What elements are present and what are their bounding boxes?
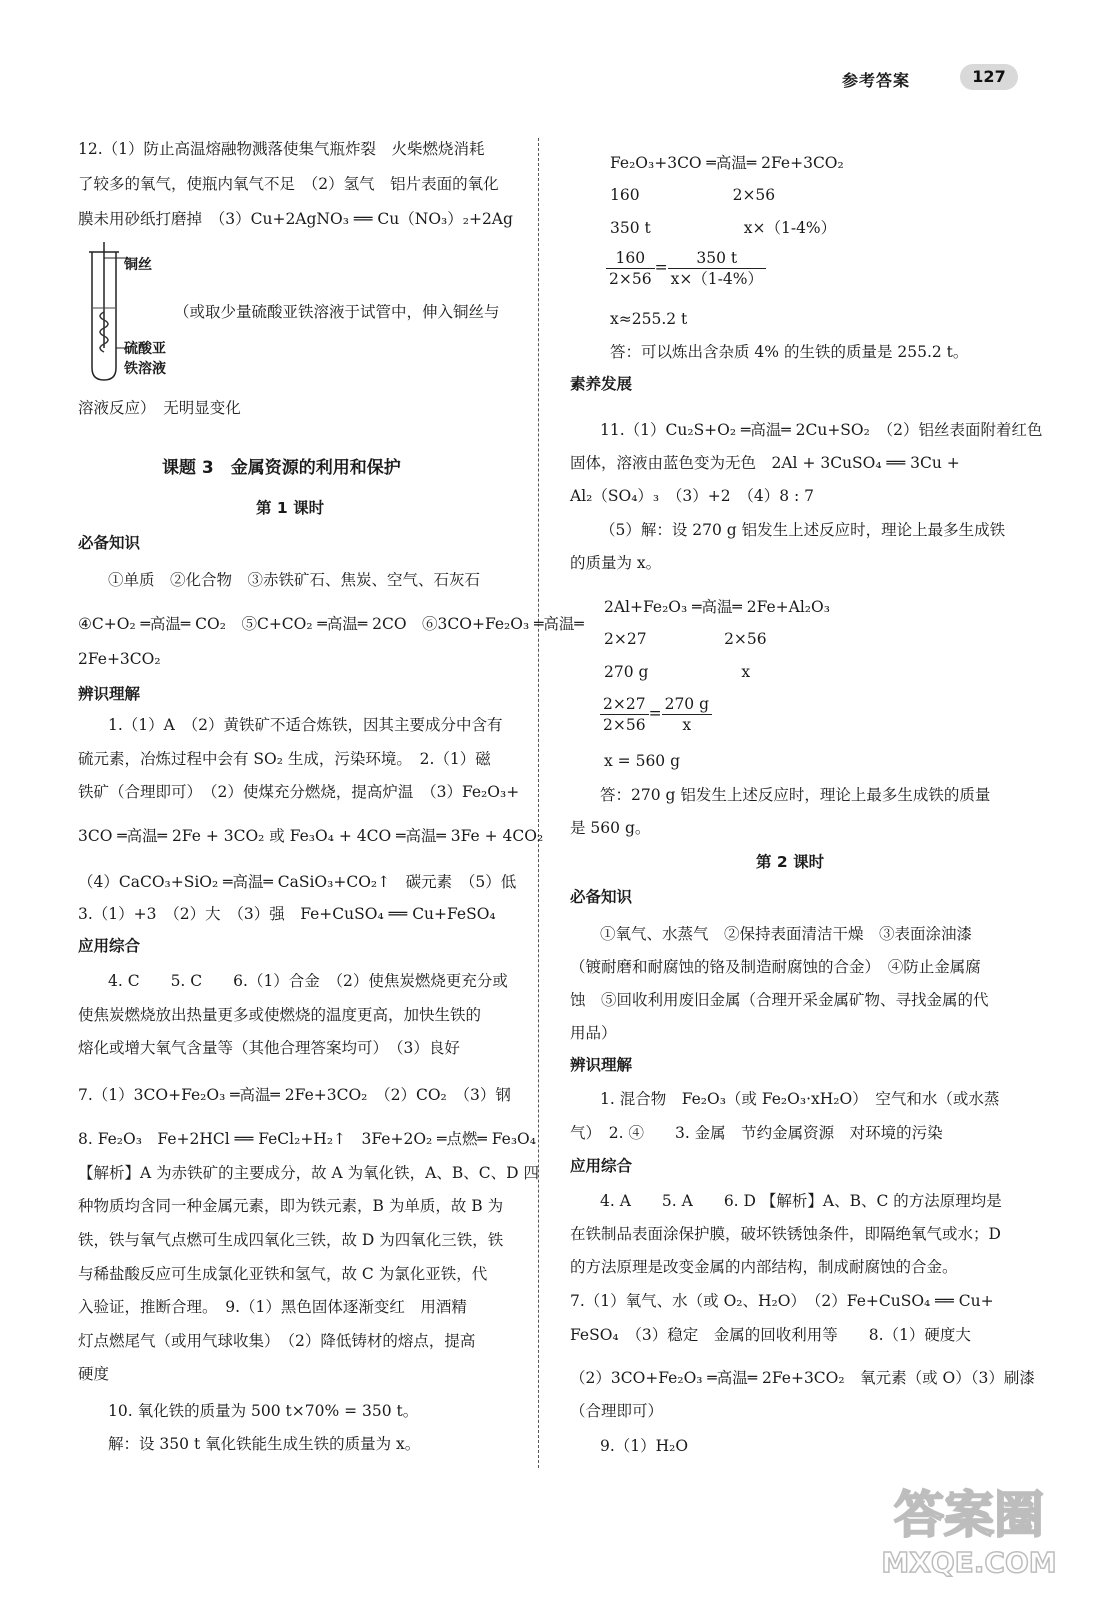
diagram-label-solution-2: 铁溶液 bbox=[124, 361, 166, 377]
period-2-heading: 第 2 课时 bbox=[756, 853, 825, 871]
bianshi2-line: 气） 2. ④ 3. 金属 节约金属资源 对环境的污染 bbox=[570, 1124, 943, 1142]
suyang-line: 的质量为 x。 bbox=[570, 554, 662, 572]
fraction-numerator: 270 g bbox=[662, 694, 712, 715]
yingyong2-line: FeSO₄ （3）稳定 金属的回收利用等 8.（1）硬度大 bbox=[570, 1326, 971, 1344]
watermark-logo bbox=[869, 1472, 1069, 1582]
bibei-line: ④C+O₂ ═高温═ CO₂ ⑤C+CO₂ ═高温═ 2CO ⑥3CO+Fe₂O₃ ═高温═ bbox=[78, 615, 584, 633]
lesson-title: 课题 3 金属资源的利用和保护 bbox=[162, 458, 401, 478]
calc2-line: 2×27 2×56 bbox=[604, 630, 767, 648]
fraction-denominator: x×（1-4%） bbox=[670, 270, 763, 288]
yingyong-line: 10. 氧化铁的质量为 500 t×70% = 350 t。 bbox=[108, 1402, 419, 1420]
q12-line: 了较多的氧气，使瓶内氧气不足 （2）氢气 铝片表面的氧化 bbox=[78, 175, 499, 193]
yingyong2-line: 9.（1）H₂O bbox=[600, 1437, 689, 1455]
svg-text:答案圈: 答案圈 bbox=[894, 1486, 1044, 1544]
q12-note-end: 溶液反应） 无明显变化 bbox=[78, 399, 241, 417]
calc1-line: 350 t x×（1-4%） bbox=[610, 219, 837, 237]
yingyong-line: 熔化或增大氧气含量等（其他合理答案均可） （3）良好 bbox=[78, 1039, 460, 1057]
yingyong2-line: 4. A 5. A 6. D 【解析】A、B、C 的方法原理均是 bbox=[600, 1192, 1002, 1210]
bianshi-line: 1.（1）A （2）黄铁矿不适合炼铁，因其主要成分中含有 bbox=[108, 716, 503, 734]
header-label: 参考答案 bbox=[842, 71, 911, 90]
q12-line: 膜未用砂纸打磨掉 （3）Cu+2AgNO₃ ══ Cu（NO₃）₂+2Ag bbox=[78, 210, 513, 228]
bibei2-line: 用品） bbox=[570, 1024, 617, 1042]
diagram-label-copper-wire: 铜丝 bbox=[124, 257, 152, 273]
calc1-proportion: $\frac{160}{2\times 56}$ = $\frac{350 t}{x\times(1-4\%)}$ bbox=[606, 248, 766, 289]
suyang-line: 11.（1）Cu₂S+O₂ ═高温═ 2Cu+SO₂ （2）铝丝表面附着红色 bbox=[600, 421, 1043, 439]
bibei2-line: 蚀 ⑤回收利用废旧金属（合理开采金属矿物、寻找金属的代 bbox=[570, 991, 989, 1009]
yingyong-line: 与稀盐酸反应可生成氯化亚铁和氢气，故 C 为氯化亚铁，代 bbox=[78, 1265, 488, 1283]
yingyong2-line: 在铁制品表面涂保护膜，破坏铁锈蚀条件，即隔绝氧气或水；D bbox=[570, 1225, 1001, 1243]
column-divider bbox=[538, 138, 539, 1468]
fraction-numerator: 2×27 bbox=[600, 694, 649, 715]
bianshi-line: 硫元素，冶炼过程中会有 SO₂ 生成，污染环境。 2.（1）磁 bbox=[78, 750, 491, 768]
bibei2-line: ①氧气、水蒸气 ②保持表面清洁干燥 ③表面涂油漆 bbox=[600, 925, 973, 943]
calc1-answer: 答：可以炼出含杂质 4% 的生铁的质量是 255.2 t。 bbox=[610, 343, 969, 361]
suyang-line: 固体，溶液由蓝色变为无色 2Al + 3CuSO₄ ══ 3Cu + bbox=[570, 454, 960, 472]
section-yingyong: 应用综合 bbox=[78, 937, 141, 955]
yingyong-line: 8. Fe₂O₃ Fe+2HCl ══ FeCl₂+H₂↑ 3Fe+2O₂ ═点燃═ Fe₃O₄ bbox=[78, 1130, 536, 1148]
calc2-answer: 是 560 g。 bbox=[570, 819, 651, 837]
bianshi-line: （4）CaCO₃+SiO₂ ═高温═ CaSiO₃+CO₂↑ 碳元素 （5）低 bbox=[78, 873, 517, 891]
yingyong2-line: （2）3CO+Fe₂O₃ ═高温═ 2Fe+3CO₂ 氧元素（或 O）（3）刷漆 bbox=[570, 1369, 1035, 1387]
yingyong-line: 灯点燃尾气（或用气球收集） （2）降低铸材的熔点，提高 bbox=[78, 1332, 476, 1350]
calc2-proportion: $\frac{2\times 27}{2\times 56}$ = $\frac{270 g}{x}$ bbox=[600, 694, 712, 735]
q12-note: （或取少量硫酸亚铁溶液于试管中，伸入铜丝与 bbox=[174, 303, 500, 321]
calc1-result: x≈255.2 t bbox=[610, 310, 688, 328]
calc2-line: 270 g x bbox=[604, 663, 751, 681]
yingyong-line: 解：设 350 t 氧化铁能生成生铁的质量为 x。 bbox=[108, 1435, 421, 1453]
calc1-line: 160 2×56 bbox=[610, 186, 776, 204]
suyang-line: Al₂（SO₄）₃ （3）+2 （4）8 : 7 bbox=[570, 487, 814, 505]
calc1-line: Fe₂O₃+3CO ═高温═ 2Fe+3CO₂ bbox=[610, 154, 844, 172]
bianshi-line: 3.（1）+3 （2）大 （3）强 Fe+CuSO₄ ══ Cu+FeSO₄ bbox=[78, 905, 496, 923]
calc2-result: x = 560 g bbox=[604, 752, 681, 770]
suyang-line: （5）解：设 270 g 铝发生上述反应时，理论上最多生成铁 bbox=[600, 521, 1006, 539]
calc2-line: 2Al+Fe₂O₃ ═高温═ 2Fe+Al₂O₃ bbox=[604, 598, 830, 616]
bibei-line: 2Fe+3CO₂ bbox=[78, 650, 161, 668]
period-1-heading: 第 1 课时 bbox=[256, 499, 325, 517]
section-bianshi-2: 辨识理解 bbox=[570, 1056, 633, 1074]
yingyong-line: 使焦炭燃烧放出热量更多或使燃烧的温度更高，加快生铁的 bbox=[78, 1006, 482, 1024]
section-bibei-2: 必备知识 bbox=[570, 888, 633, 906]
yingyong-line: 入验证，推断合理。 9.（1）黑色固体逐渐变红 用酒精 bbox=[78, 1298, 467, 1316]
fraction-denominator: 2×56 bbox=[609, 270, 652, 288]
yingyong2-line: （合理即可） bbox=[570, 1402, 664, 1420]
svg-text:MXQE.COM: MXQE.COM bbox=[881, 1546, 1057, 1579]
yingyong2-line: 的方法原理是改变金属的内部结构，制成耐腐蚀的合金。 bbox=[570, 1258, 958, 1276]
fraction-numerator: 160 bbox=[606, 248, 655, 269]
page-number-badge: 127 bbox=[960, 64, 1018, 90]
fraction-numerator: 350 t bbox=[668, 248, 766, 269]
yingyong-line: 4. C 5. C 6.（1）合金 （2）使焦炭燃烧更充分或 bbox=[108, 972, 508, 990]
bianshi-line: 铁矿（合理即可） （2）使煤充分燃烧，提高炉温 （3）Fe₂O₃+ bbox=[78, 783, 520, 801]
yingyong-line: 7.（1）3CO+Fe₂O₃ ═高温═ 2Fe+3CO₂ （2）CO₂ （3）钢 bbox=[78, 1086, 511, 1104]
section-suyang: 素养发展 bbox=[570, 375, 633, 393]
fraction-denominator: x bbox=[682, 716, 692, 734]
q12-line: 12.（1）防止高温熔融物溅落使集气瓶炸裂 火柴燃烧消耗 bbox=[78, 140, 485, 158]
calc2-answer: 答：270 g 铝发生上述反应时，理论上最多生成铁的质量 bbox=[600, 786, 991, 804]
section-bianshi: 辨识理解 bbox=[78, 685, 141, 703]
bianshi-line: 3CO ═高温═ 2Fe + 3CO₂ 或 Fe₃O₄ + 4CO ═高温═ 3Fe + 4CO₂ bbox=[78, 827, 544, 845]
yingyong-line: 硬度 bbox=[78, 1365, 110, 1383]
fraction-denominator: 2×56 bbox=[603, 716, 646, 734]
yingyong-line: 铁，铁与氧气点燃可生成四氧化三铁，故 D 为四氧化三铁，铁 bbox=[78, 1231, 504, 1249]
section-bibei: 必备知识 bbox=[78, 534, 141, 552]
yingyong2-line: 7.（1）氧气、水（或 O₂、H₂O） （2）Fe+CuSO₄ ══ Cu+ bbox=[570, 1292, 994, 1310]
section-yingyong-2: 应用综合 bbox=[570, 1157, 633, 1175]
yingyong-line: 种物质均含同一种金属元素，即为铁元素，B 为单质，故 B 为 bbox=[78, 1197, 504, 1215]
bianshi2-line: 1. 混合物 Fe₂O₃（或 Fe₂O₃·xH₂O） 空气和水（或水蒸 bbox=[600, 1090, 1000, 1108]
bibei2-line: （镀耐磨和耐腐蚀的铬及制造耐腐蚀的合金） ④防止金属腐 bbox=[570, 958, 981, 976]
bibei-line: ①单质 ②化合物 ③赤铁矿石、焦炭、空气、石灰石 bbox=[108, 571, 481, 589]
yingyong-line: 【解析】A 为赤铁矿的主要成分，故 A 为氧化铁，A、B、C、D 四 bbox=[78, 1164, 539, 1182]
diagram-label-solution-1: 硫酸亚 bbox=[124, 341, 166, 357]
